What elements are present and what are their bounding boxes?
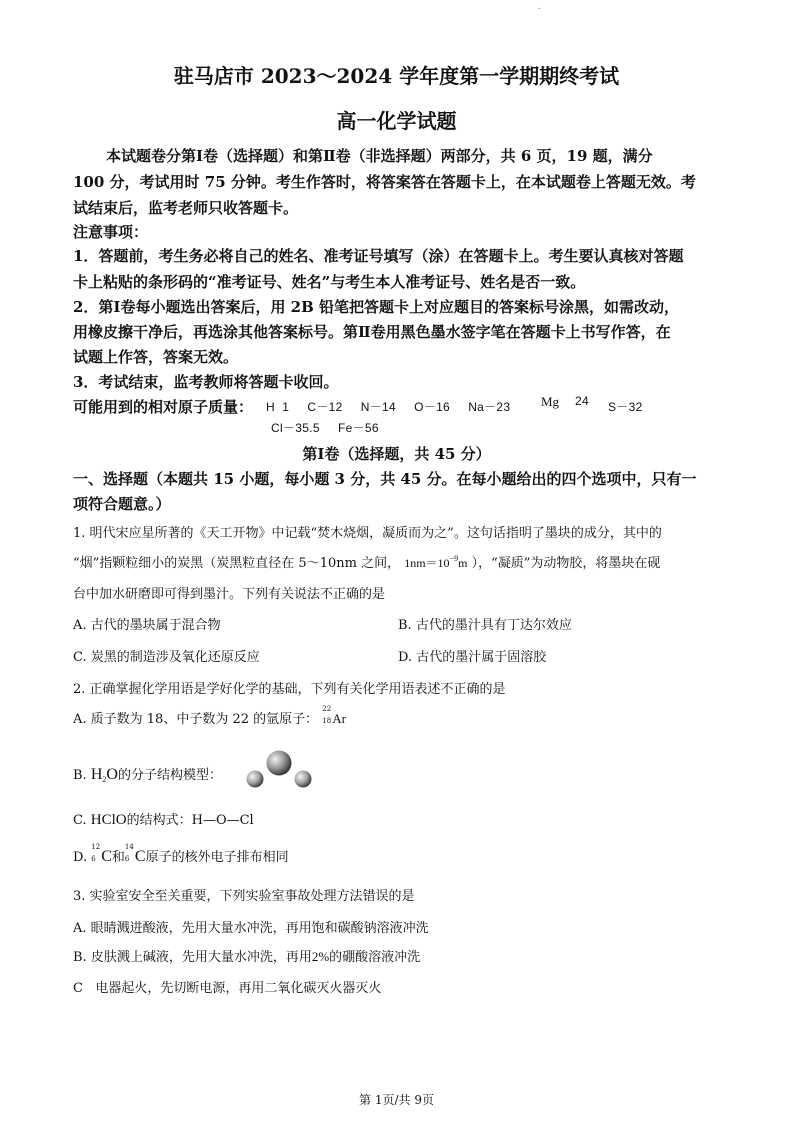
q1-line-2 bbox=[73, 552, 660, 571]
s-mass: S－32 bbox=[608, 400, 643, 414]
intro-line-1: 本试题卷分第Ⅰ卷（选择题）和第Ⅱ卷（非选择题）两部分，共 6 页，19 题，满分 bbox=[106, 147, 653, 165]
q2-option-b: B. $H_2O$的分子结构模型： bbox=[73, 766, 222, 784]
intro-line-2: 100 分，考试用时 75 分钟。考生作答时，将答案答在答题卡上，在本试题卷上答题无效。考 bbox=[73, 173, 696, 191]
top-mark: . bbox=[538, 2, 541, 11]
argon-isotope: 22 18 bbox=[322, 705, 332, 725]
exam-title: 驻马店市 2023～2024 学年度第一学期期终考试 bbox=[173, 64, 620, 88]
carbon-12-isotope: 12 6 bbox=[91, 843, 101, 863]
atomic-mass-row-2: Cl－35.5 Fe－56 bbox=[271, 421, 379, 435]
q1-option-c: C. 炭黑的制造涉及氧化还原反应 bbox=[73, 650, 260, 665]
water-formula: $H_2O$ bbox=[90, 766, 118, 784]
note-2b: 用橡皮擦干净后，再选涂其他答案标号。第Ⅱ卷用黑色墨水签字笔在答题卡上书写作答，在 bbox=[73, 323, 671, 341]
q1-option-d: D. 古代的墨汁属于固溶胶 bbox=[398, 650, 547, 665]
section-title: 第Ⅰ卷（选择题，共 45 分） bbox=[302, 445, 491, 463]
note-2c: 试题上作答，答案无效。 bbox=[73, 348, 239, 366]
unit-equation: $1nm=10^{-9}m$ bbox=[404, 554, 468, 570]
q3-option-a: A. 眼睛溅进酸液，先用大量水冲洗，再用饱和碳酸钠溶液冲洗 bbox=[73, 921, 429, 936]
q1-line-1: 1. 明代宋应星所著的《天工开物》中记载“焚木烧烟，凝质而为之”。这句话指明了墨块的成分，其中的 bbox=[73, 526, 662, 541]
q2-option-a: A. 质子数为 18、中子数为 22 的氩原子： 22 18 Ar bbox=[73, 705, 346, 727]
mg-value: 24 bbox=[575, 394, 589, 408]
exam-subtitle: 高一化学试题 bbox=[336, 109, 457, 133]
q1-option-a: A. 古代的墨块属于混合物 bbox=[73, 618, 221, 633]
atomic-mass-row-1: H 1 C－12 N－14 O－16 Na－23 bbox=[266, 400, 511, 414]
hclo-formula: HClO bbox=[90, 812, 127, 828]
note-3: 3．考试结束，监考教师将答题卡收回。 bbox=[73, 373, 339, 391]
carbon-14-isotope: 14 6 bbox=[124, 843, 134, 863]
mg-symbol: Mg bbox=[541, 394, 560, 409]
q1-line-2-post: ），“凝质”为动物胶，将墨块在砚 bbox=[471, 556, 661, 571]
intro-line-3: 试结束后，监考老师只收答题卡。 bbox=[73, 199, 299, 217]
section-heading-a: 一、选择题（本题共 15 小题，每小题 3 分，共 45 分。在每小题给出的四个选项中，只有一 bbox=[73, 470, 697, 488]
q3-stem: 3. 实验室安全至关重要，下列实验室事故处理方法错误的是 bbox=[73, 889, 415, 904]
notes-heading: 注意事项： bbox=[73, 223, 149, 241]
page-footer: 第 1页/共 9页 bbox=[359, 1093, 434, 1107]
note-1a: 1．答题前，考生务必将自己的姓名、准考证号填写（涂）在答题卡上。考生要认真核对答题 bbox=[73, 247, 684, 265]
q3-option-c: C 电器起火，先切断电源，再用二氧化碳灭火器灭火 bbox=[73, 981, 382, 996]
atomic-mass-label: 可能用到的相对原子质量： bbox=[73, 398, 254, 416]
note-1b: 卡上粘贴的条形码的“准考证号、姓名”与考生本人准考证号、姓名是否一致。 bbox=[73, 273, 586, 291]
q2-option-c: C. HClO的结构式：H—O—Cl bbox=[73, 812, 254, 828]
section-heading-b: 项符合题意。） bbox=[73, 495, 171, 513]
q1-line-3: 台中加水研磨即可得到墨汁。下列有关说法不正确的是 bbox=[73, 587, 386, 602]
q2-stem: 2. 正确掌握化学用语是学好化学的基础，下列有关化学用语表述不正确的是 bbox=[73, 682, 506, 697]
water-molecule-model-icon bbox=[240, 748, 320, 796]
q1-line-2-pre: “烟”指颗粒细小的炭黑（炭黑粒直径在 5～10nm 之间， bbox=[73, 556, 401, 571]
q2-option-d: D. 12 6 C和 14 6 C原子的核外电子排布相同 bbox=[73, 843, 289, 865]
q1-option-b: B. 古代的墨汁具有丁达尔效应 bbox=[398, 618, 572, 633]
note-2a: 2．第Ⅰ卷每小题选出答案后，用 2B 铅笔把答题卡上对应题目的答案标号涂黑，如需改动， bbox=[73, 298, 680, 316]
q3-option-b: B. 皮肤溅上碱液，先用大量水冲洗，再用2%的硼酸溶液冲洗 bbox=[73, 949, 421, 965]
